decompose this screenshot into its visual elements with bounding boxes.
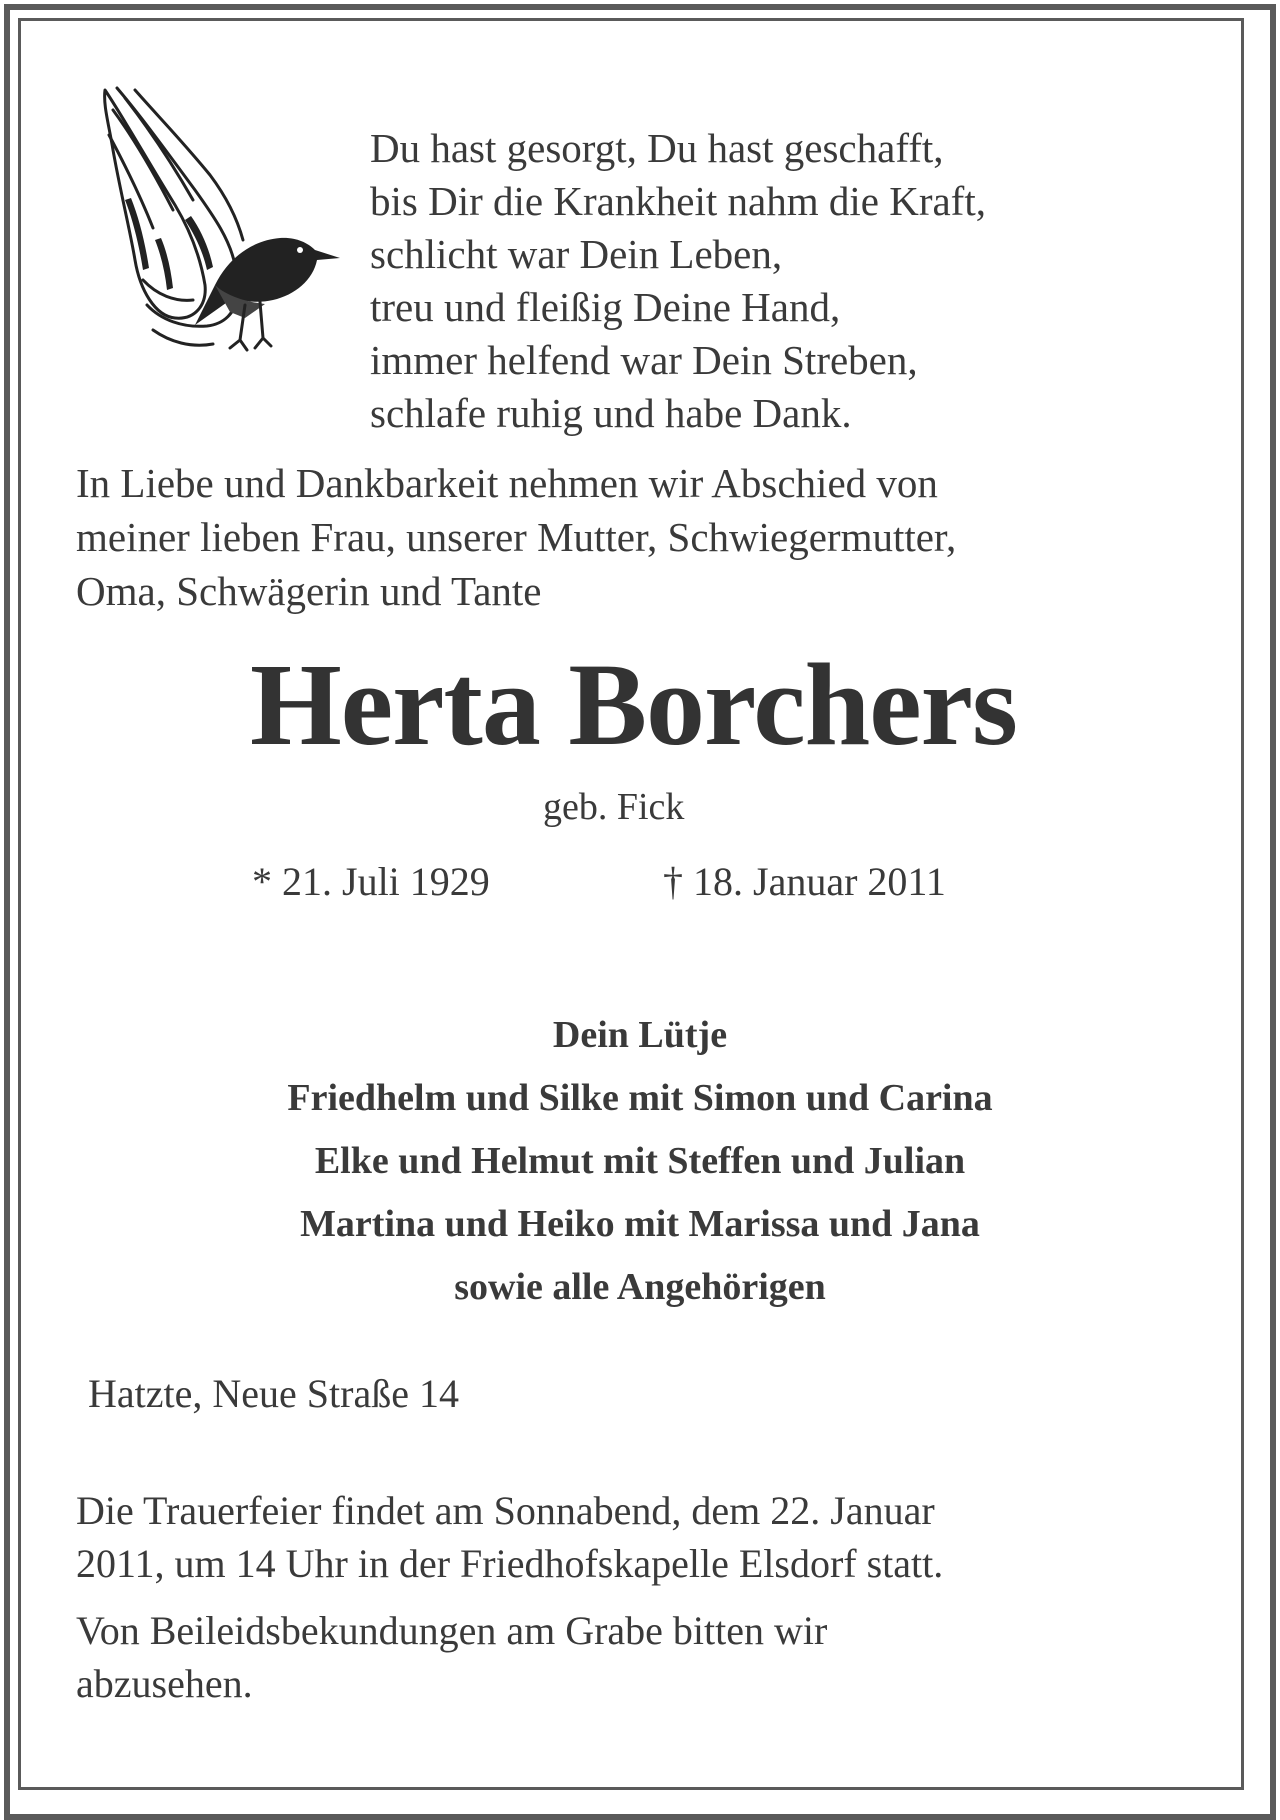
condolence-notice (76, 1604, 827, 1710)
mourner-line: sowie alle Angehörigen (454, 1266, 826, 1308)
mourner-line: Dein Lütje (552, 1014, 728, 1056)
poem-line: schlicht war Dein Leben, (370, 231, 783, 277)
poem-line: schlafe ruhig und habe Dank. (370, 390, 852, 436)
poem (370, 122, 986, 440)
death-date: † 18. Januar 2011 (663, 859, 946, 904)
poem-line: immer helfend war Dein Streben, (370, 337, 918, 383)
poem-line: treu und fleißig Deine Hand, (370, 284, 841, 330)
poem-line: Du hast gesorgt, Du hast geschafft, (370, 125, 944, 171)
service-line: Die Trauerfeier findet am Sonnabend, dem 22. Januar (76, 1488, 935, 1533)
mourner-line: Martina und Heiko mit Marissa und Jana (300, 1203, 980, 1245)
intro-line: In Liebe und Dankbarkeit nehmen wir Abschied von (76, 460, 938, 506)
birth-date: * 21. Juli 1929 (252, 859, 490, 904)
birth-name: geb. Fick (543, 786, 685, 828)
mourner-line: Friedhelm und Silke mit Simon und Carina (287, 1077, 993, 1119)
intro-line: meiner lieben Frau, unserer Mutter, Schwiegermutter, (76, 514, 957, 560)
deceased-name: Herta Borchers (250, 639, 1017, 770)
intro-line: Oma, Schwägerin und Tante (76, 568, 542, 614)
condolence-line: abzusehen. (76, 1661, 253, 1706)
address: Hatzte, Neue Straße 14 (88, 1371, 459, 1416)
service-line: 2011, um 14 Uhr in der Friedhofskapelle Elsdorf statt. (76, 1541, 944, 1586)
praying-hands-with-bird-icon (95, 80, 345, 380)
mourner-line: Elke und Helmut mit Steffen und Julian (314, 1140, 966, 1182)
condolence-line: Von Beileidsbekundungen am Grabe bitten wir (76, 1608, 828, 1653)
poem-line: bis Dir die Krankheit nahm die Kraft, (370, 178, 986, 224)
intro-text (76, 456, 956, 618)
funeral-service-notice (76, 1484, 943, 1590)
mourners-list (40, 1004, 1240, 1319)
